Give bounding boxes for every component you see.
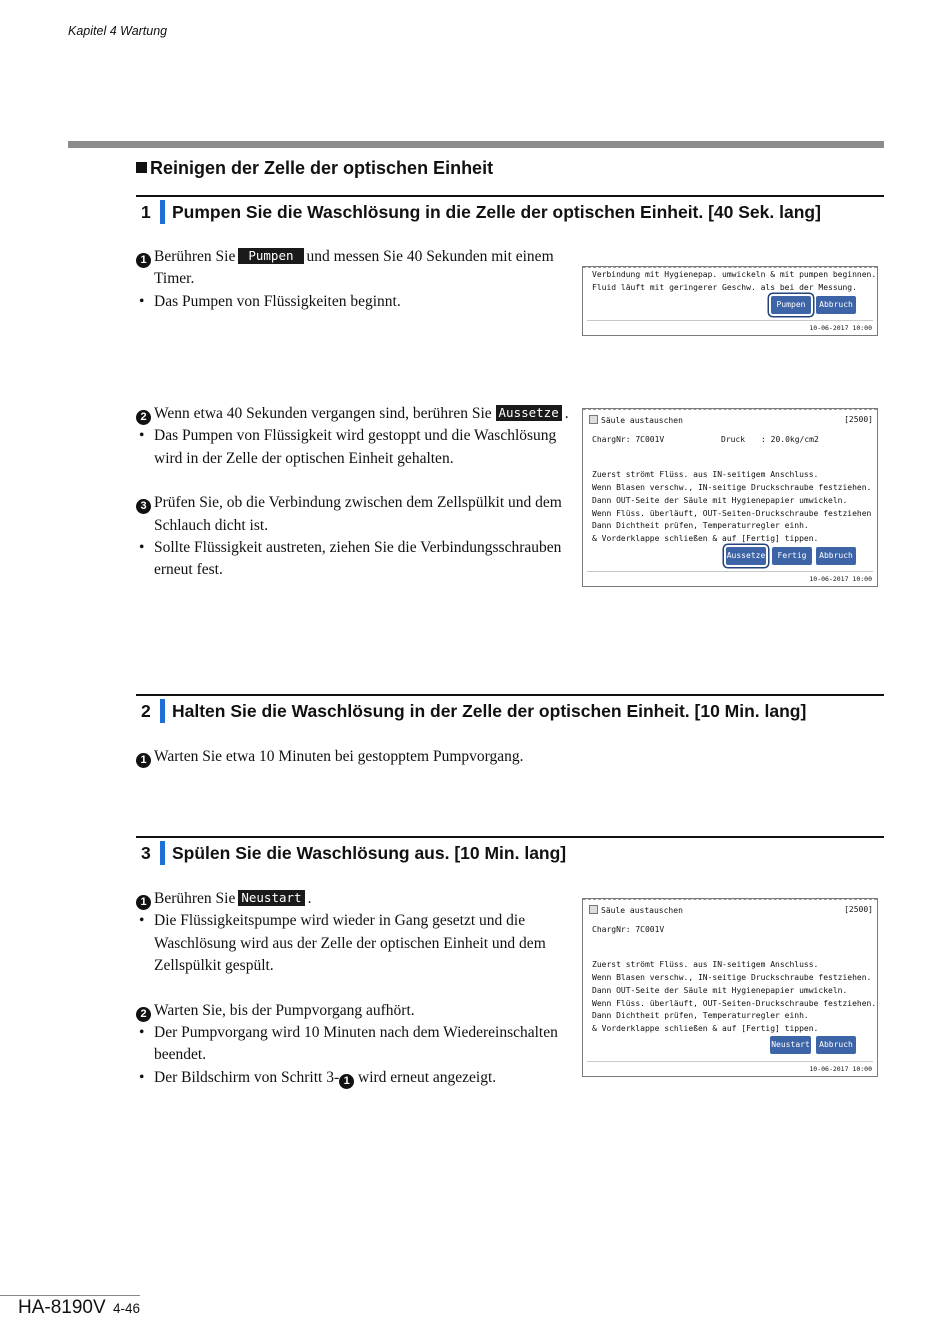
- step-1-heading: [136, 197, 884, 227]
- checkbox-icon: [589, 415, 598, 424]
- neustart-button[interactable]: Neustart: [770, 1036, 811, 1054]
- timestamp: 10-06-2017 10:00: [809, 1065, 872, 1073]
- step-3-instructions: 1 Berühren Sie Neustart . • Die Flüssigkeitspumpe wird wieder in Gang gesetzt und die Waschlösung wird aus der Zelle der optischen Einheit und dem Zellspülkit gespült. 2 Warten Sie, bis der Pumpvorgang aufhört. • Der Pumpvorgang wird 10 Minuten nach dem Wiedereinschalten beendet. • Der Bildschirm von Schritt 3- 1 wird erneut angezeigt.: [136, 888, 576, 1089]
- circled-number-3-icon: 3: [136, 499, 151, 514]
- fertig-button[interactable]: Fertig: [772, 547, 812, 565]
- screen-saeule-austauschen-neustart: Säule austauschen [2500] ChargNr: 7C001V Zuerst strömt Flüss. aus IN-seitigem Anschluss. Wenn Blasen verschw., IN-seitige Druckschraube festziehen. Dann OUT-Seite der Säule mit Hygienepapier umwickeln. Wenn Flüss. überläuft, OUT-Seiten-Druckschraube festziehen. Dann Dichtheit prüfen, Temperaturregler einh. & Vorderklappe schließen & auf [Fertig] tippen. Neustart Abbruch 10-06-2017 10:00: [582, 898, 878, 1077]
- step-1-title: Pumpen Sie die Waschlösung in die Zelle der optischen Einheit. [40 Sek. lang]: [172, 202, 821, 222]
- bullet-icon: •: [139, 292, 145, 310]
- circled-number-1-icon: 1: [136, 753, 151, 768]
- circled-number-1-icon: 1: [136, 895, 151, 910]
- timestamp: 10-06-2017 10:00: [809, 324, 872, 332]
- footer-rule: [0, 1295, 140, 1296]
- abbruch-button[interactable]: Abbruch: [816, 547, 856, 565]
- section-title: [136, 158, 493, 179]
- footer-model: HA-8190V: [18, 1297, 106, 1318]
- pumpen-button-reference: Pumpen: [238, 248, 303, 264]
- circled-number-1-icon: 1: [339, 1074, 354, 1089]
- neustart-button-reference: Neustart: [238, 890, 304, 906]
- abbruch-button[interactable]: Abbruch: [816, 1036, 856, 1054]
- footer-page-number: 4-46: [113, 1301, 141, 1316]
- chapter-header: Kapitel 4 Wartung: [68, 24, 168, 38]
- step-2-title: Halten Sie die Waschlösung in der Zelle der optischen Einheit. [10 Min. lang]: [172, 701, 807, 721]
- step-2-instruction-a: 1 Warten Sie etwa 10 Minuten bei gestopptem Pumpvorgang.: [136, 746, 656, 768]
- circled-number-2-icon: 2: [136, 1007, 151, 1022]
- step-2-heading: [136, 696, 884, 726]
- aussetze-button[interactable]: Aussetze: [726, 547, 766, 565]
- bullet-icon: •: [139, 427, 145, 445]
- square-bullet-icon: [136, 162, 147, 173]
- step-2-number: 2: [141, 701, 151, 721]
- top-divider-bar: [68, 141, 884, 148]
- pumpen-button[interactable]: Pumpen: [771, 296, 811, 314]
- aussetze-button-reference: Aussetze: [496, 405, 562, 421]
- checkbox-icon: [589, 905, 598, 914]
- step-3-title: Spülen Sie die Waschlösung aus. [10 Min. lang]: [172, 843, 567, 863]
- screen-saeule-austauschen-aussetze: Säule austauschen [2500] ChargNr: 7C001V Druck : 20.0kg/cm2 Zuerst strömt Flüss. aus IN-seitigem Anschluss. Wenn Blasen verschw., IN-seitige Druckschraube festziehen. Dann OUT-Seite der Säule mit Hygienepapier umwickeln. Wenn Flüss. überläuft, OUT-Seiten-Druckschraube festziehen Dann Dichtheit prüfen, Temperaturregler einh. & Vorderklappe schließen & auf [Fertig] tippen. Aussetze Fertig Abbruch 10-06-2017 10:00: [582, 408, 878, 587]
- step-1-instruction-a: 1 Berühren Sie Pumpen und messen Sie 40 Sekunden mit einem Timer. • Das Pumpen von Flüssigkeiten beginnt.: [136, 246, 576, 313]
- bullet-icon: •: [139, 1068, 145, 1086]
- step-1-number: 1: [141, 202, 151, 222]
- circled-number-1-icon: 1: [136, 253, 151, 268]
- bullet-icon: •: [139, 1024, 145, 1042]
- circled-number-2-icon: 2: [136, 410, 151, 425]
- step-1-accent-bar: [160, 200, 165, 224]
- step-3-number: 3: [141, 843, 151, 863]
- bullet-icon: •: [139, 912, 145, 930]
- step-2-accent-bar: [160, 699, 165, 723]
- step-3-accent-bar: [160, 841, 165, 865]
- timestamp: 10-06-2017 10:00: [809, 575, 872, 583]
- screen-pumpen: Verbindung mit Hygienepap. umwickeln & mit pumpen beginnen. Fluid läuft mit geringerer Geschw. als bei der Messung. Pumpen Abbruch 10-06-2017 10:00: [582, 266, 878, 336]
- step-3-heading: [136, 838, 884, 868]
- abbruch-button[interactable]: Abbruch: [816, 296, 856, 314]
- step-1-instruction-b: 2 Wenn etwa 40 Sekunden vergangen sind, berühren Sie Aussetze . • Das Pumpen von Flüssigkeit wird gestoppt und die Waschlösung wird in der Zelle der optischen Einheit gehalten. 3 Prüfen Sie, ob die Verbindung zwischen dem Zellspülkit und dem Schlauch dicht ist. • Sollte Flüssigkeit austreten, ziehen Sie die Verbindungsschrauben erneut fest.: [136, 403, 576, 582]
- bullet-icon: •: [139, 539, 145, 557]
- section-title-text: Reinigen der Zelle der optischen Einheit: [150, 158, 494, 178]
